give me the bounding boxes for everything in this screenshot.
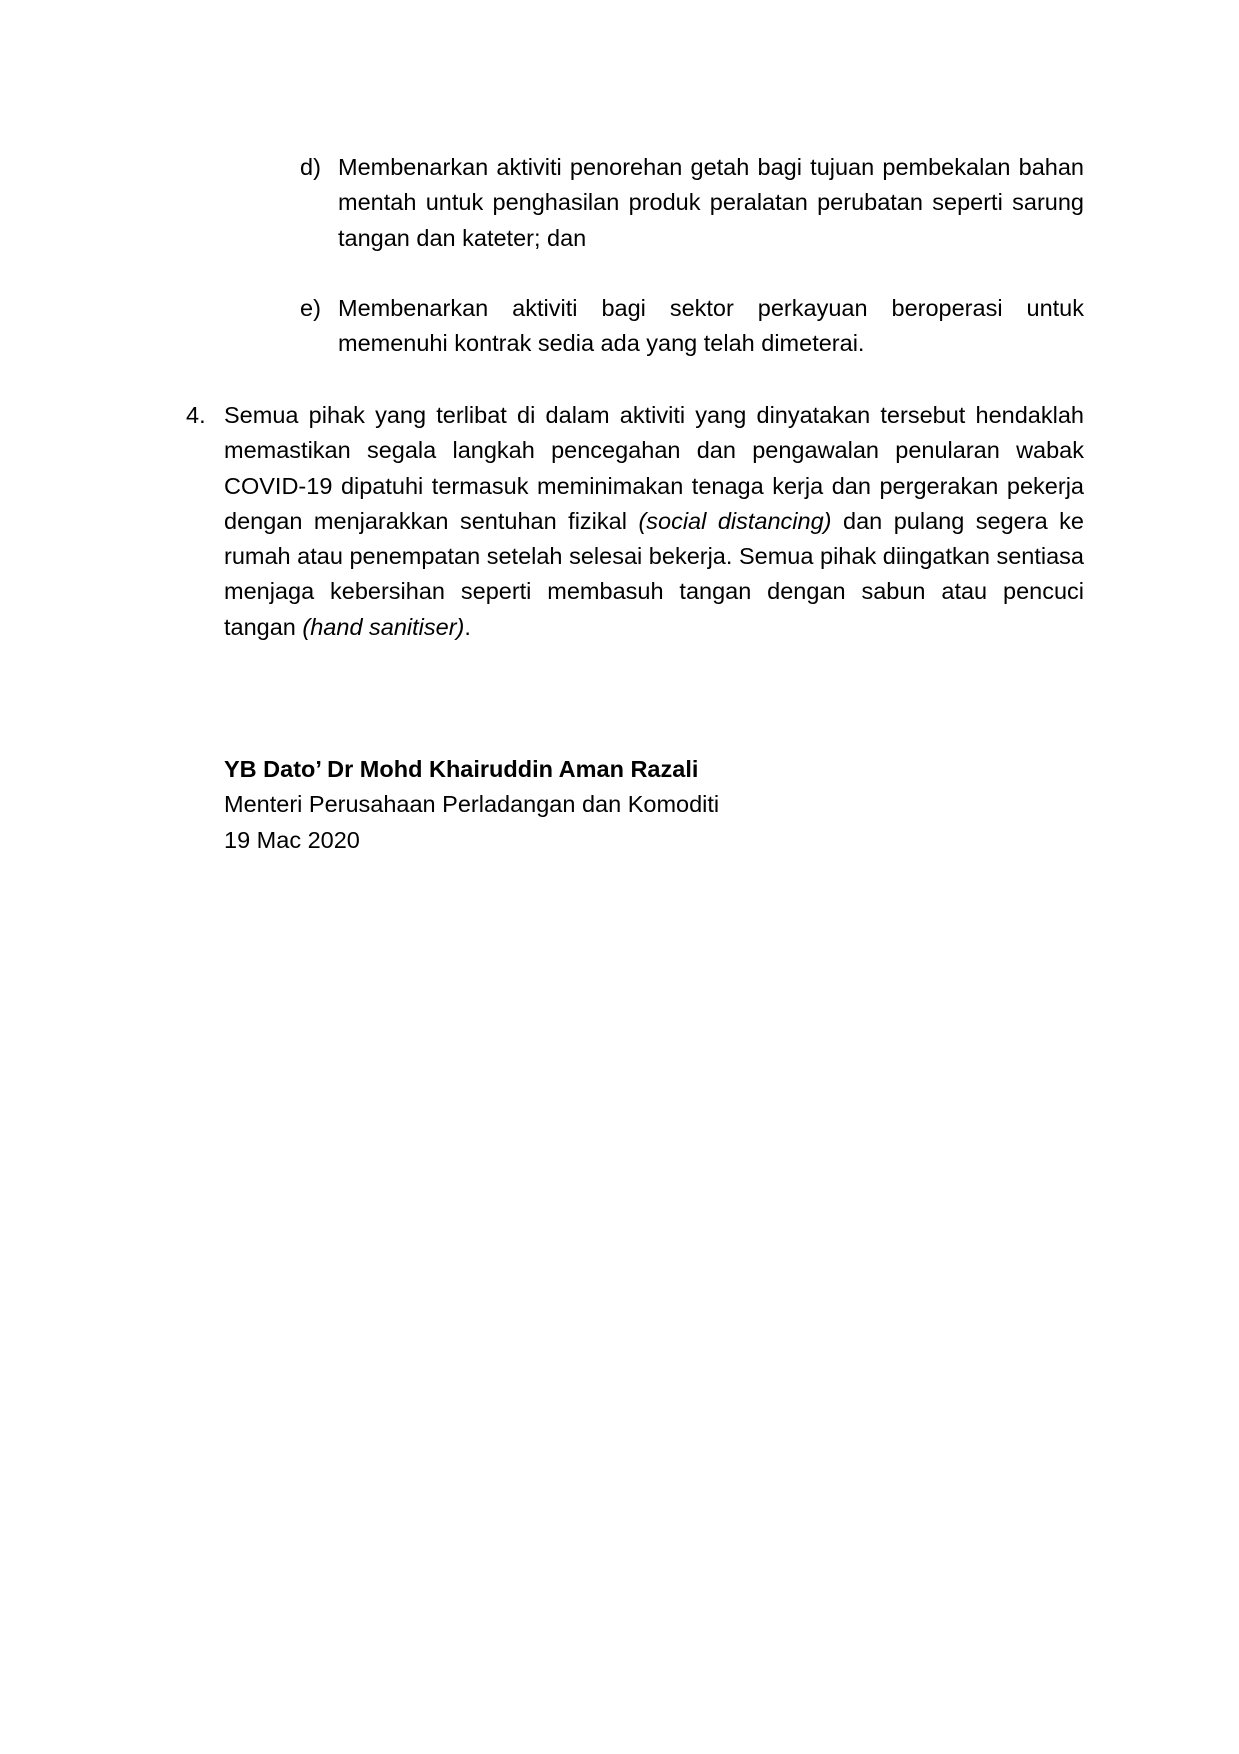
signature-block <box>224 752 719 858</box>
paragraph-text-part: . <box>464 613 471 640</box>
list-item-label: d) <box>300 154 321 180</box>
list-item-e <box>300 291 1084 362</box>
paragraph-number: 4. <box>186 402 206 428</box>
signatory-name: YB Dato’ Dr Mohd Khairuddin Aman Razali <box>224 756 699 782</box>
paragraph-text-part: Semua pihak yang terlibat di dalam aktiviti yang dinyatakan tersebut hendaklah memastikan segala langkah pencegahan dan pengawalan penularan wabak COVID-19 dipatuhi termasuk meminimakan tenaga kerja dan pergerakan pekerja dengan menjarakkan sentuhan fizikal <box>224 402 1084 534</box>
paragraph-text <box>224 398 1084 645</box>
signature-date: 19 Mac 2020 <box>224 826 360 853</box>
paragraph-text-part: dan pulang segera ke rumah atau penempatan setelah selesai bekerja. Semua pihak diingatkan sentiasa menjaga kebersihan seperti membasuh tangan dengan sabun atau pencuci tangan <box>224 507 1084 640</box>
italic-term-hand-sanitiser: (hand sanitiser) <box>302 613 465 640</box>
italic-term-social-distancing: (social distancing) <box>638 507 832 534</box>
signatory-title: Menteri Perusahaan Perladangan dan Komoditi <box>224 791 720 818</box>
list-item-label: e) <box>300 295 321 321</box>
list-item-text: Membenarkan aktiviti bagi sektor perkayuan beroperasi untuk memenuhi kontrak sedia ada yang telah dimeterai. <box>338 295 1084 357</box>
list-item-d <box>300 150 1084 256</box>
list-item-text: Membenarkan aktiviti penorehan getah bagi tujuan pembekalan bahan mentah untuk penghasilan produk peralatan perubatan seperti sarung tangan dan kateter; dan <box>338 154 1084 251</box>
paragraph-4 <box>186 398 1084 645</box>
